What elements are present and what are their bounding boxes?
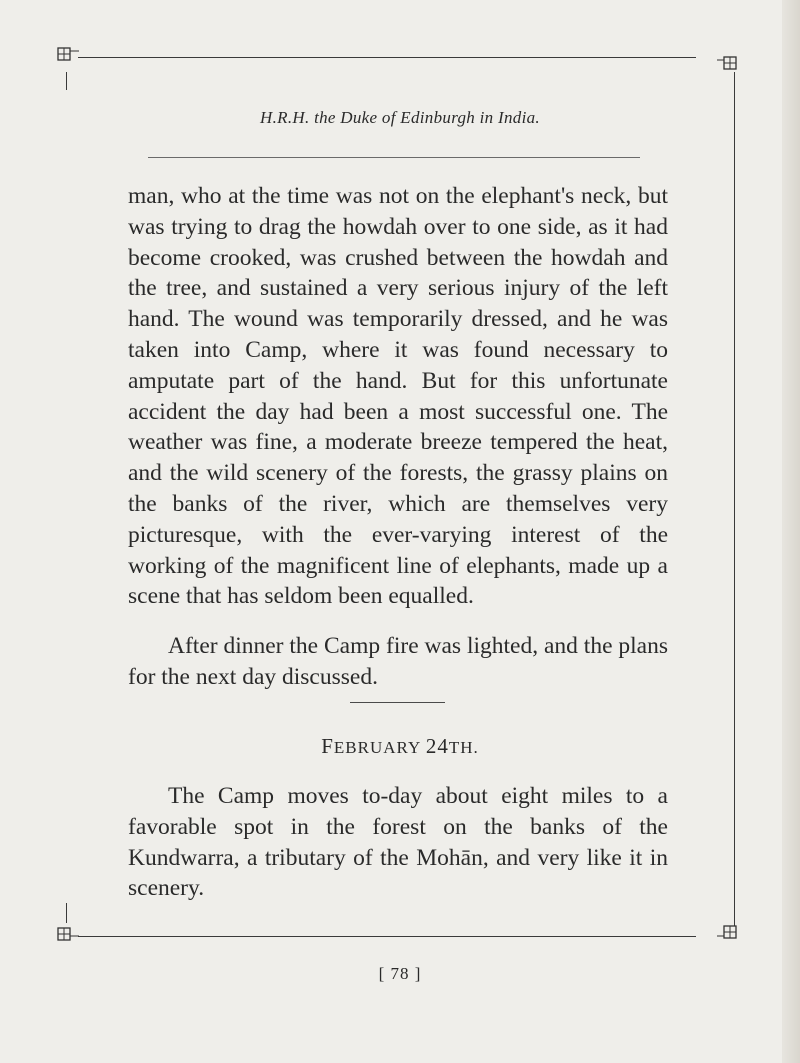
corner-ornament-top-left xyxy=(53,43,81,71)
heading-initial: F xyxy=(321,734,334,758)
header-rule xyxy=(148,157,640,158)
paragraph-continuation: man, who at the time was not on the elephant's neck, but was trying to drag the howdah over to one side, as it had become crooked, was crushed between the howdah and the tree, and sustained a very serious injury of the left hand. The wound was temporarily dressed, and he was taken into Camp, where it was found necessary to amputate part of the hand. But for this unfortunate accident the day had been a most successful one. The weather was fine, a moderate breeze tempered the heat, and the wild scenery of the forests, the grassy plains on the banks of the river, which are themselves very picturesque, with the ever-varying interest of the working of the magnificent line of elephants, made up a scene that has seldom been equalled. xyxy=(128,183,668,610)
corner-ornament-top-right xyxy=(716,51,744,79)
frame-bottom-line xyxy=(78,936,696,937)
page-number: [ 78 ] xyxy=(378,964,422,983)
frame-left-line-bottom xyxy=(66,903,67,923)
section-heading-date xyxy=(0,734,800,759)
frame-right-line xyxy=(734,72,735,926)
heading-suffix: TH. xyxy=(448,738,479,757)
frame-top-line xyxy=(78,57,696,58)
running-title: H.R.H. the Duke of Edinburgh in India. xyxy=(260,108,540,127)
heading-month-rest: EBRUARY xyxy=(333,738,421,757)
paragraph-after-dinner: After dinner the Camp fire was lighted, and the plans for the next day discussed. xyxy=(128,633,668,690)
heading-day: 24 xyxy=(425,734,449,758)
frame-left-line-top xyxy=(66,72,67,90)
corner-ornament-bottom-left xyxy=(53,923,81,951)
paragraph-camp-moves: The Camp moves to-day about eight miles to a favorable spot in the forest on the banks of the Kundwarra, a tributary of the Mohān, and very like it in scenery. xyxy=(128,783,668,902)
section-divider xyxy=(350,702,445,703)
corner-ornament-bottom-right xyxy=(716,920,744,948)
page-edge-shadow xyxy=(782,0,800,1063)
